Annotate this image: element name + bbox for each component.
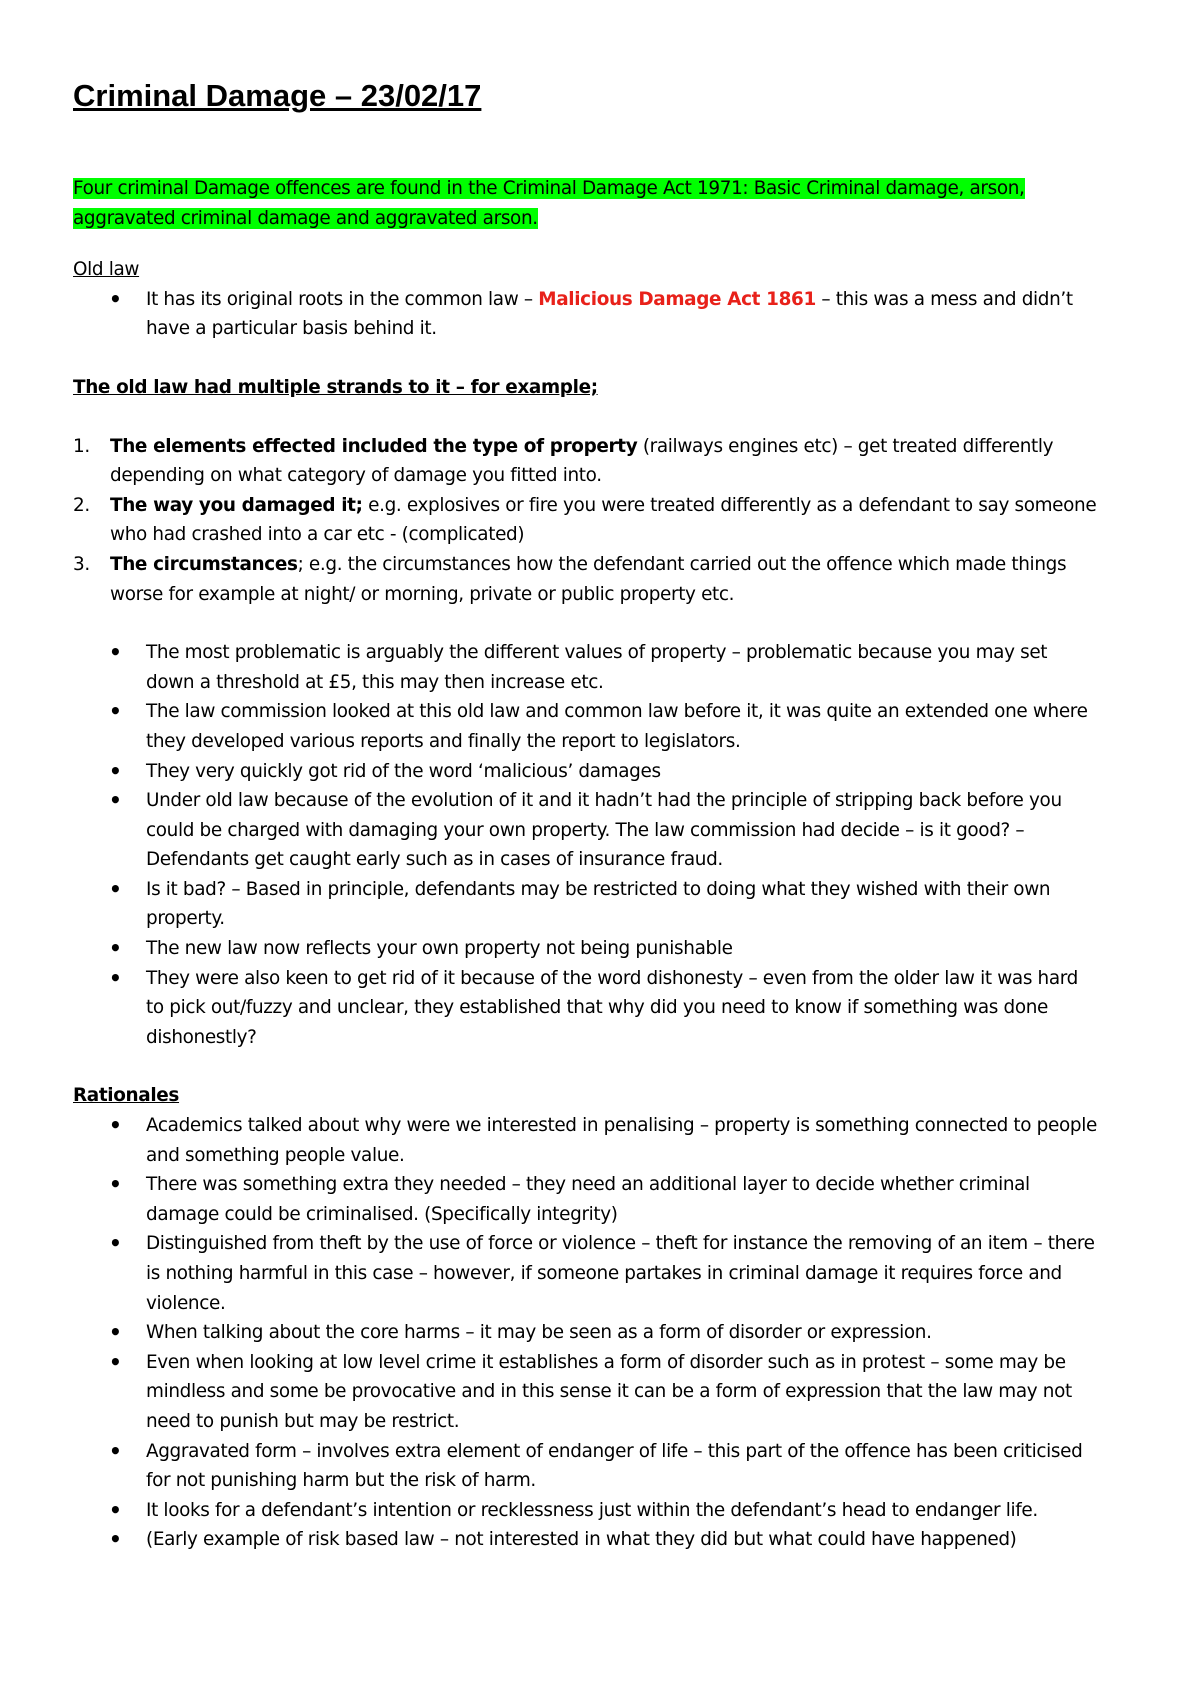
list-item: • The law commission looked at this old law and common law before it, it was quite an extended one where they developed various reports and finally the report to legislators.: [73, 697, 1100, 756]
list-item: • Is it bad? – Based in principle, defendants may be restricted to doing what they wished with their own property.: [73, 875, 1100, 934]
numbered-item: [73, 491, 1100, 550]
item-bold-text: The way you damaged it;: [110, 494, 363, 516]
list-item: • There was something extra they needed – they need an additional layer to decide whether criminal damage could be criminalised. (Specifically integrity): [73, 1170, 1100, 1229]
item-text: (railways engines etc) – get treated differently depending on what category of damage you fitted into.: [110, 435, 1054, 487]
strands-numbered-list: [73, 432, 1100, 610]
rationales-heading: Rationales: [73, 1085, 180, 1107]
rationales-bullet-list: [73, 1111, 1100, 1555]
list-item: • The most problematic is arguably the different values of property – problematic because you may set down a threshold at £5, this may then increase etc.: [73, 638, 1100, 697]
list-item: • (Early example of risk based law – not interested in what they did but what could have happened): [73, 1525, 1100, 1555]
item-text: ; e.g. the circumstances how the defendant carried out the offence which made things worse for example at night/ or morning, private or public property etc.: [110, 553, 1067, 605]
old-law-heading: Old law: [73, 259, 140, 281]
strands-bullet-list: [73, 638, 1100, 1052]
list-item: • It looks for a defendant’s intention or recklessness just within the defendant’s head to endanger life.: [73, 1496, 1100, 1526]
item-number: 3.: [73, 553, 90, 575]
intro-paragraph: [73, 174, 1100, 233]
list-item: • Distinguished from theft by the use of force or violence – theft for instance the removing of an item – there is nothing harmful in this case – however, if someone partakes in criminal damage it requires force and violence.: [73, 1229, 1100, 1318]
list-item: • Under old law because of the evolution of it and it hadn’t had the principle of stripping back before you could be charged with damaging your own property. The law commission had decide – is it good? – Defendants get caught early such as in cases of insurance fraud.: [73, 786, 1100, 875]
list-item: • Academics talked about why were we interested in penalising – property is something connected to people and something people value.: [73, 1111, 1100, 1170]
page-title: Criminal Damage – 23/02/17: [73, 78, 482, 113]
old-law-list: [73, 285, 1100, 344]
item-bold-text: The circumstances: [110, 553, 298, 575]
list-item: • Even when looking at low level crime it establishes a form of disorder such as in protest – some may be mindless and some be provocative and in this sense it can be a form of expression that the law may not need to punish but may be restrict.: [73, 1348, 1100, 1437]
document-body: [73, 174, 1100, 1555]
list-item: [73, 285, 1100, 344]
item-number: 2.: [73, 494, 90, 516]
item-number: 1.: [73, 435, 90, 457]
old-law-text-start: It has its original roots in the common law –: [146, 288, 539, 310]
malicious-damage-act-reference: Malicious Damage Act 1861: [538, 288, 816, 310]
list-item: • When talking about the core harms – it may be seen as a form of disorder or expression.: [73, 1318, 1100, 1348]
list-item: • The new law now reflects your own property not being punishable: [73, 934, 1100, 964]
list-item: • They were also keen to get rid of it because of the word dishonesty – even from the older law it was hard to pick out/fuzzy and unclear, they established that why did you need to know if something was done dishonestly?: [73, 964, 1100, 1053]
list-item: • Aggravated form – involves extra element of endanger of life – this part of the offence has been criticised for not punishing harm but the risk of harm.: [73, 1437, 1100, 1496]
numbered-item: [73, 432, 1100, 491]
strands-heading: The old law had multiple strands to it – for example;: [73, 376, 598, 398]
numbered-item: [73, 550, 1100, 609]
highlighted-intro-text: Four criminal Damage offences are found in the Criminal Damage Act 1971: Basic Criminal damage, arson, aggravated criminal damage and aggravated arson.: [73, 178, 1025, 229]
list-item: • They very quickly got rid of the word ‘malicious’ damages: [73, 757, 1100, 787]
old-law-text-end: – this was a mess and didn’t have a particular basis behind it.: [146, 288, 1073, 340]
item-bold-text: The elements effected included the type of property: [110, 435, 638, 457]
item-text: e.g. explosives or fire you were treated differently as a defendant to say someone who had crashed into a car etc - (complicated): [110, 494, 1097, 546]
